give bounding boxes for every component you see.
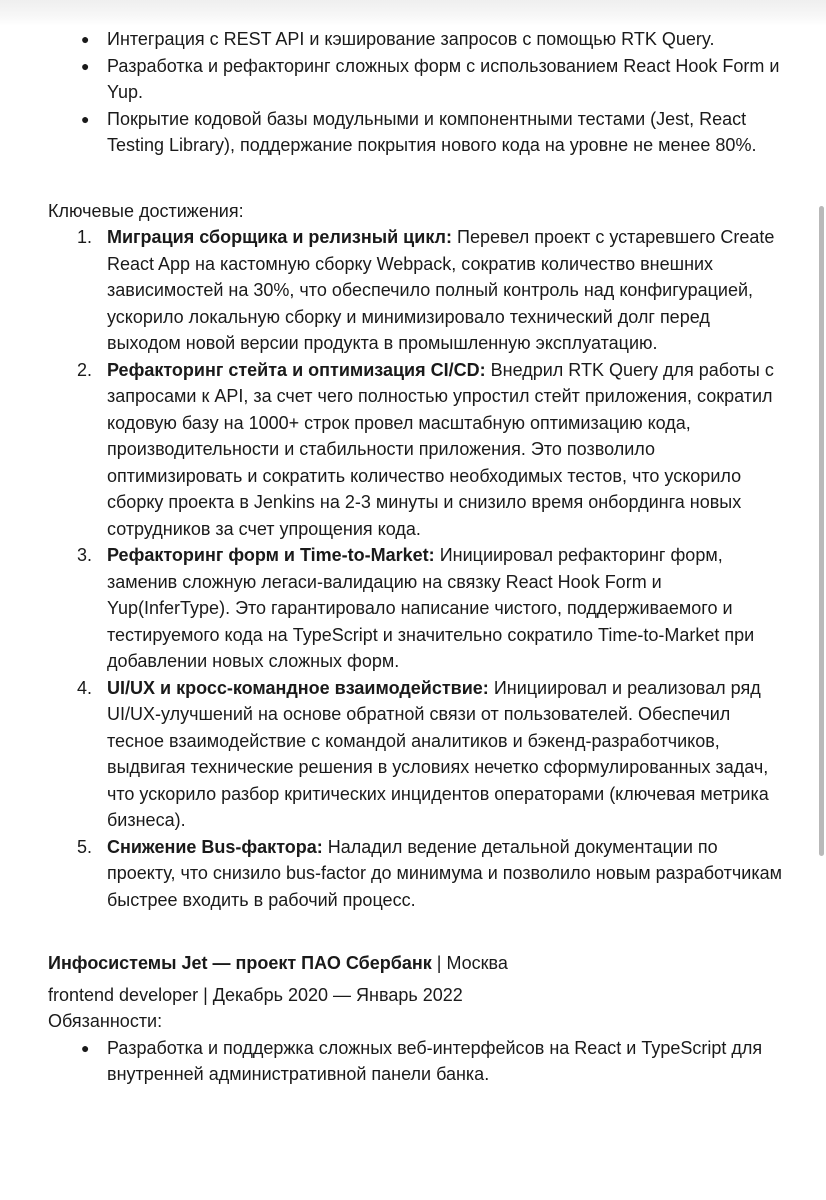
achievement-title: UI/UX и кросс-командное взаимодействие: (107, 677, 489, 698)
achievement-title: Рефакторинг форм и Time-to-Market: (107, 545, 435, 565)
achievement-item (48, 675, 784, 834)
list-item (48, 26, 784, 53)
achievements-list (48, 224, 784, 913)
item-number: 5. (77, 836, 93, 857)
responsibilities-list-continued (48, 26, 784, 159)
achievement-text: Перевел проект с устаревшего Create React App на кастомную сборку Webpack, сократив количество внешних зависимостей на 30%, что обеспечило полный контроль над конфигурацией, ускорило локальную сборку и минимизировало технический долг перед выходом новой версии продукта в промышленную эксплуатацию. (107, 227, 775, 353)
item-number: 2. (77, 359, 93, 380)
achievement-text: Внедрил RTK Query для работы с запросами к API, за счет чего полностью упростил стейт приложения, сократил кодовую базу на 1000+ строк провел масштабную оптимизацию кода, производительности и стабильности приложения. Это позволило оптимизировать и сократить количество необходимых тестов, что ускорило сборку проекта в Jenkins на 2-3 минуты и снизило время онбординга новых сотрудников за счет упрощения кода. (107, 359, 774, 539)
document-body (48, 26, 784, 1088)
list-item-text: Интеграция с REST API и кэширование запросов с помощью RTK Query. (107, 29, 715, 49)
list-item (48, 53, 784, 106)
achievement-title: Рефакторинг стейта и оптимизация CI/CD: (107, 359, 486, 380)
item-number: 1. (77, 227, 93, 247)
list-item-text: Разработка и поддержка сложных веб-интерфейсов на React и TypeScript для внутренней административной панели банка. (107, 1037, 763, 1084)
achievement-text: Наладил ведение детальной документации по проекту, что снизило bus-factor до минимума и позволило новым разработчикам быстрее входить в рабочий процесс. (107, 836, 782, 910)
duties-heading: Обязанности: (48, 1011, 163, 1031)
job-role-dates: frontend developer | Декабрь 2020 — Январь 2022 (48, 984, 463, 1005)
achievement-item (48, 834, 784, 914)
company-name: Инфосистемы Jet — проект ПАО Сбербанк (48, 953, 432, 973)
achievement-item (48, 542, 784, 675)
bullet-icon: ● (81, 57, 90, 74)
job-heading (48, 950, 784, 977)
bullet-icon: ● (81, 110, 90, 127)
achievement-item (48, 357, 784, 543)
bullet-icon: ● (81, 31, 90, 47)
list-item-text: Разработка и рефакторинг сложных форм с использованием React Hook Form и Yup. (107, 55, 780, 102)
achievement-text: Инициировал и реализовал ряд UI/UX-улучшений на основе обратной связи от пользователей. Обеспечил тесное взаимодействие с командой аналитиков и бэкенд-разработчиков, выдвигая технические решения в условиях нечетко сформулированных задач, что ускорило разбор критических инцидентов операторами (ключевая метрика бизнеса). (107, 677, 769, 830)
list-item (48, 106, 784, 159)
list-item-text: Покрытие кодовой базы модульными и компонентными тестами (Jest, React Testing Library), поддержание покрытия нового кода на уровне не менее 80%. (107, 108, 757, 155)
item-number: 4. (77, 677, 93, 698)
item-number: 3. (77, 545, 93, 565)
job-location: | Москва (436, 953, 508, 973)
scrollbar-thumb[interactable] (819, 206, 824, 856)
achievement-title: Миграция сборщика и релизный цикл: (107, 227, 452, 247)
top-edge-shadow (0, 0, 826, 26)
achievement-item (48, 224, 784, 357)
achievement-text: Инициировал рефакторинг форм, заменив сложную легаси-валидацию на связку React Hook Form и Yup(InferType). Это гарантировало написание чистого, поддерживаемого и тестируемого кода на TypeScript и значительно сократило Time-to-Market при добавлении новых сложных форм. (107, 545, 755, 671)
achievement-title: Снижение Bus-фактора: (107, 836, 323, 857)
duties-list (48, 1035, 784, 1088)
bullet-icon: ● (81, 1039, 90, 1056)
list-item (48, 1035, 784, 1088)
achievements-heading: Ключевые достижения: (48, 200, 244, 221)
